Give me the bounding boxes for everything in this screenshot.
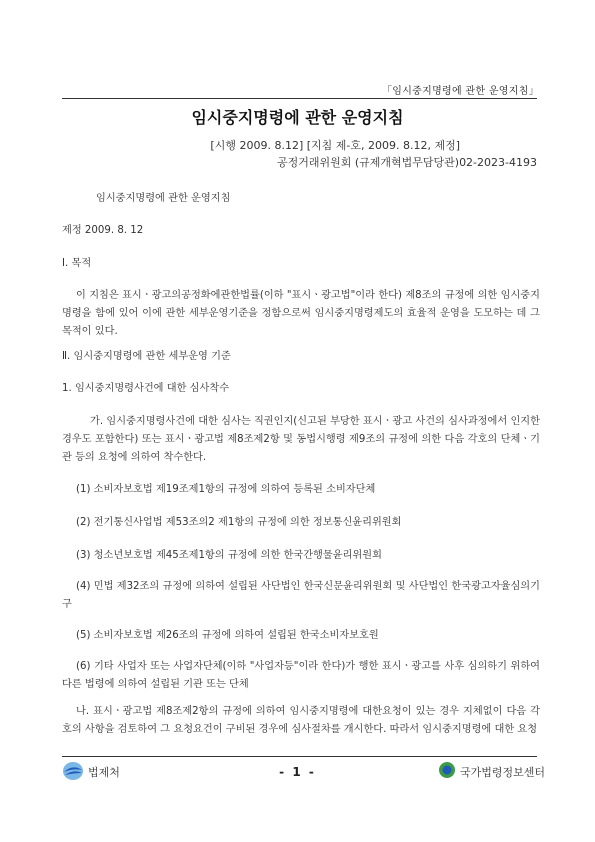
- list-item: (5) 소비자보호법 제26조의 규정에 의하여 설립된 한국소비자보호원: [76, 630, 379, 641]
- enforcement-info: [시행 2009. 8.12] [지침 제-호, 2009. 8.12, 제정]: [210, 139, 460, 152]
- list-item: (2) 전기통신사업법 제53조의2 제1항의 규정에 의한 정보통신윤리위원회: [76, 517, 402, 528]
- list-item: (4) 민법 제32조의 규정에 의하여 설립된 사단법인 한국신문윤리위원회 및 사단법인 한국광고자율심의기구: [62, 581, 540, 610]
- page-title: 임시중지명령에 관한 운영지침: [191, 108, 404, 127]
- paragraph: 나. 표시ㆍ광고법 제8조제2항의 규정에 의하여 임시중지명령에 대한요청이 있는 경우 지체없이 다음 각호의 사항을 검토하여 그 요청요건이 구비된 경우에 심사절차를 개시한다. 따라서 임시중지명령에 대한 요청: [62, 706, 540, 735]
- list-item: (6) 기타 사업자 또는 사업자단체(이하 "사업자등"이라 한다)가 행한 표시ㆍ광고를 사후 심의하기 위하여 다른 법령에 의하여 설립된 기관 또는 단체: [62, 661, 540, 690]
- list-item: (1) 소비자보호법 제19조제1항의 규정에 의하여 등록된 소비자단체: [76, 484, 376, 495]
- header-tag: 「임시중지명령에 관한 운영지침」: [381, 86, 539, 97]
- footer-left-label: 법제처: [88, 766, 120, 779]
- law-info-center-logo-icon: [438, 761, 456, 779]
- header-divider: [62, 98, 537, 99]
- page-number: - 1 -: [279, 765, 316, 779]
- footer-right-label: 국가법령정보센터: [460, 766, 546, 779]
- paragraph: 가. 임시중지명령사건에 대한 심사는 직권인지(신고된 부당한 표시ㆍ광고 사건의 심사과정에서 인지한 경우도 포함한다) 또는 표시ㆍ광고법 제8조제2항 및 동법시행령 제9조의 규정에 의한 다음 각호의 단체ㆍ기관 등의 요청에 의하여 착수한다.: [62, 416, 540, 463]
- agency-info: 공정거래위원회 (규제개혁법무담당관)02-2023-4193: [276, 156, 537, 169]
- footer-divider: [62, 756, 537, 757]
- section-heading: Ⅱ. 임시중지명령에 관한 세부운영 기준: [62, 351, 231, 362]
- doc-name: 임시중지명령에 관한 운영지침: [96, 193, 231, 204]
- section-heading: Ⅰ. 목적: [62, 258, 92, 269]
- paragraph: 이 지침은 표시ㆍ광고의공정화에관한법률(이하 "표시ㆍ광고법"이라 한다) 제8조의 규정에 의한 임시중지명령을 함에 있어 이에 관한 세부운영기준을 정함으로써 임시중지명령제도의 효율적 운영을 도모하는 데 그 목적이 있다.: [62, 290, 540, 337]
- subsection-heading: 1. 임시중지명령사건에 대한 심사착수: [62, 383, 230, 394]
- list-item: (3) 청소년보호법 제45조제1항의 규정에 의한 한국간행물윤리위원회: [76, 550, 382, 561]
- enacted-date: 제정 2009. 8. 12: [62, 225, 144, 236]
